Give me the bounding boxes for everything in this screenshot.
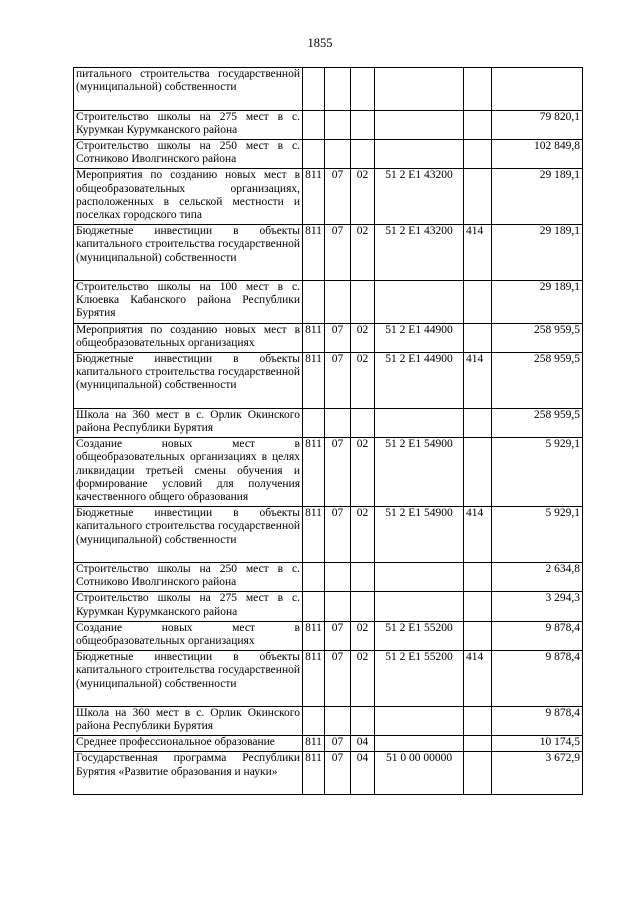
subsection-code xyxy=(351,562,375,591)
amount: 2 634,8 xyxy=(492,562,583,591)
amount: 3 294,3 xyxy=(492,592,583,621)
expense-type xyxy=(464,752,492,795)
amount: 79 820,1 xyxy=(492,110,583,139)
target-article: 51 2 E1 54900 xyxy=(375,438,464,507)
table-row xyxy=(74,651,583,707)
ministry-code xyxy=(303,562,325,591)
expense-type xyxy=(464,706,492,735)
section-code: 07 xyxy=(325,438,351,507)
section-code xyxy=(325,706,351,735)
subsection-code xyxy=(351,592,375,621)
table-row xyxy=(74,621,583,650)
section-code: 07 xyxy=(325,169,351,225)
ministry-code xyxy=(303,280,325,323)
subsection-code xyxy=(351,408,375,437)
amount: 102 849,8 xyxy=(492,139,583,168)
subsection-code xyxy=(351,68,375,111)
amount: 9 878,4 xyxy=(492,651,583,707)
ministry-code: 811 xyxy=(303,169,325,225)
expense-type xyxy=(464,280,492,323)
section-code xyxy=(325,562,351,591)
section-code xyxy=(325,110,351,139)
section-code: 07 xyxy=(325,651,351,707)
expense-type: 414 xyxy=(464,651,492,707)
expense-type: 414 xyxy=(464,507,492,563)
subsection-code: 02 xyxy=(351,651,375,707)
table-row xyxy=(74,706,583,735)
amount: 9 878,4 xyxy=(492,706,583,735)
ministry-code: 811 xyxy=(303,736,325,752)
table-row xyxy=(74,352,583,408)
target-article xyxy=(375,280,464,323)
row-name: Строительство школы на 100 мест в с. Клюевка Кабанского района Республики Бурятия xyxy=(74,280,303,323)
expense-type xyxy=(464,736,492,752)
row-name: Создание новых мест в общеобразовательных организациях в целях ликвидации третьей смены обучения и формирование условий для получения качественного общего образования xyxy=(74,438,303,507)
subsection-code: 02 xyxy=(351,621,375,650)
table-row xyxy=(74,68,583,111)
expense-type: 414 xyxy=(464,225,492,281)
amount: 10 174,5 xyxy=(492,736,583,752)
target-article xyxy=(375,736,464,752)
section-code xyxy=(325,280,351,323)
target-article xyxy=(375,139,464,168)
ministry-code xyxy=(303,68,325,111)
row-name: Школа на 360 мест в с. Орлик Окинского района Республики Бурятия xyxy=(74,706,303,735)
subsection-code: 04 xyxy=(351,752,375,795)
table-row xyxy=(74,592,583,621)
subsection-code: 04 xyxy=(351,736,375,752)
expense-type xyxy=(464,621,492,650)
section-code: 07 xyxy=(325,752,351,795)
expense-type xyxy=(464,408,492,437)
section-code: 07 xyxy=(325,736,351,752)
row-name: Строительство школы на 275 мест в с. Курумкан Курумканского района xyxy=(74,110,303,139)
row-name: Школа на 360 мест в с. Орлик Окинского района Республики Бурятия xyxy=(74,408,303,437)
row-name: Строительство школы на 275 мест в с. Курумкан Курумканского района xyxy=(74,592,303,621)
ministry-code: 811 xyxy=(303,323,325,352)
ministry-code xyxy=(303,592,325,621)
section-code: 07 xyxy=(325,323,351,352)
subsection-code: 02 xyxy=(351,352,375,408)
expense-type xyxy=(464,562,492,591)
section-code xyxy=(325,68,351,111)
section-code xyxy=(325,592,351,621)
subsection-code xyxy=(351,139,375,168)
ministry-code xyxy=(303,706,325,735)
ministry-code xyxy=(303,139,325,168)
expense-type xyxy=(464,323,492,352)
subsection-code xyxy=(351,110,375,139)
target-article xyxy=(375,408,464,437)
target-article xyxy=(375,110,464,139)
table-row xyxy=(74,752,583,795)
subsection-code: 02 xyxy=(351,323,375,352)
table-row xyxy=(74,408,583,437)
row-name: Мероприятия по созданию новых мест в общеобразовательных организациях xyxy=(74,323,303,352)
amount: 9 878,4 xyxy=(492,621,583,650)
ministry-code: 811 xyxy=(303,507,325,563)
expense-type xyxy=(464,68,492,111)
ministry-code: 811 xyxy=(303,621,325,650)
row-name: Мероприятия по созданию новых мест в общеобразовательных организациях, расположенных в сельской местности и поселках городского типа xyxy=(74,169,303,225)
page-number: 1855 xyxy=(307,36,333,50)
row-name: Создание новых мест в общеобразовательных организациях xyxy=(74,621,303,650)
ministry-code: 811 xyxy=(303,438,325,507)
subsection-code xyxy=(351,280,375,323)
amount: 258 959,5 xyxy=(492,323,583,352)
subsection-code: 02 xyxy=(351,438,375,507)
table-row xyxy=(74,280,583,323)
section-code xyxy=(325,408,351,437)
table-row xyxy=(74,562,583,591)
target-article xyxy=(375,706,464,735)
table-row xyxy=(74,225,583,281)
budget-table xyxy=(73,67,583,795)
amount: 29 189,1 xyxy=(492,169,583,225)
table-row xyxy=(74,139,583,168)
subsection-code xyxy=(351,706,375,735)
target-article xyxy=(375,592,464,621)
target-article xyxy=(375,562,464,591)
subsection-code: 02 xyxy=(351,507,375,563)
ministry-code xyxy=(303,408,325,437)
section-code: 07 xyxy=(325,352,351,408)
section-code: 07 xyxy=(325,621,351,650)
row-name: Бюджетные инвестиции в объекты капитального строительства государственной (муниципальной) собственности xyxy=(74,352,303,408)
expense-type xyxy=(464,438,492,507)
expense-type xyxy=(464,139,492,168)
row-name: Государственная программа Республики Бурятия «Развитие образования и науки» xyxy=(74,752,303,795)
target-article: 51 2 E1 44900 xyxy=(375,323,464,352)
subsection-code: 02 xyxy=(351,169,375,225)
row-name: Бюджетные инвестиции в объекты капитального строительства государственной (муниципальной) собственности xyxy=(74,651,303,707)
ministry-code: 811 xyxy=(303,352,325,408)
table-row xyxy=(74,323,583,352)
row-name: Бюджетные инвестиции в объекты капитального строительства государственной (муниципальной) собственности xyxy=(74,507,303,563)
expense-type xyxy=(464,592,492,621)
amount: 258 959,5 xyxy=(492,352,583,408)
amount: 5 929,1 xyxy=(492,507,583,563)
target-article: 51 2 E1 44900 xyxy=(375,352,464,408)
table-row xyxy=(74,507,583,563)
amount: 258 959,5 xyxy=(492,408,583,437)
section-code: 07 xyxy=(325,507,351,563)
expense-type xyxy=(464,169,492,225)
subsection-code: 02 xyxy=(351,225,375,281)
section-code xyxy=(325,139,351,168)
row-name: питального строительства государственной (муниципальной) собственности xyxy=(74,68,303,111)
expense-type xyxy=(464,110,492,139)
table-row xyxy=(74,110,583,139)
row-name: Строительство школы на 250 мест в с. Сотниково Иволгинского района xyxy=(74,139,303,168)
amount xyxy=(492,68,583,111)
ministry-code: 811 xyxy=(303,752,325,795)
table-row xyxy=(74,169,583,225)
target-article xyxy=(375,68,464,111)
row-name: Строительство школы на 250 мест в с. Сотниково Иволгинского района xyxy=(74,562,303,591)
amount: 29 189,1 xyxy=(492,225,583,281)
table-row xyxy=(74,736,583,752)
amount: 5 929,1 xyxy=(492,438,583,507)
row-name: Среднее профессиональное образование xyxy=(74,736,303,752)
table-row xyxy=(74,438,583,507)
amount: 3 672,9 xyxy=(492,752,583,795)
target-article: 51 2 E1 43200 xyxy=(375,169,464,225)
target-article: 51 2 E1 55200 xyxy=(375,651,464,707)
ministry-code xyxy=(303,110,325,139)
section-code: 07 xyxy=(325,225,351,281)
target-article: 51 2 E1 55200 xyxy=(375,621,464,650)
target-article: 51 2 E1 43200 xyxy=(375,225,464,281)
target-article: 51 0 00 00000 xyxy=(375,752,464,795)
ministry-code: 811 xyxy=(303,225,325,281)
ministry-code: 811 xyxy=(303,651,325,707)
row-name: Бюджетные инвестиции в объекты капитального строительства государственной (муниципальной) собственности xyxy=(74,225,303,281)
amount: 29 189,1 xyxy=(492,280,583,323)
expense-type: 414 xyxy=(464,352,492,408)
target-article: 51 2 E1 54900 xyxy=(375,507,464,563)
